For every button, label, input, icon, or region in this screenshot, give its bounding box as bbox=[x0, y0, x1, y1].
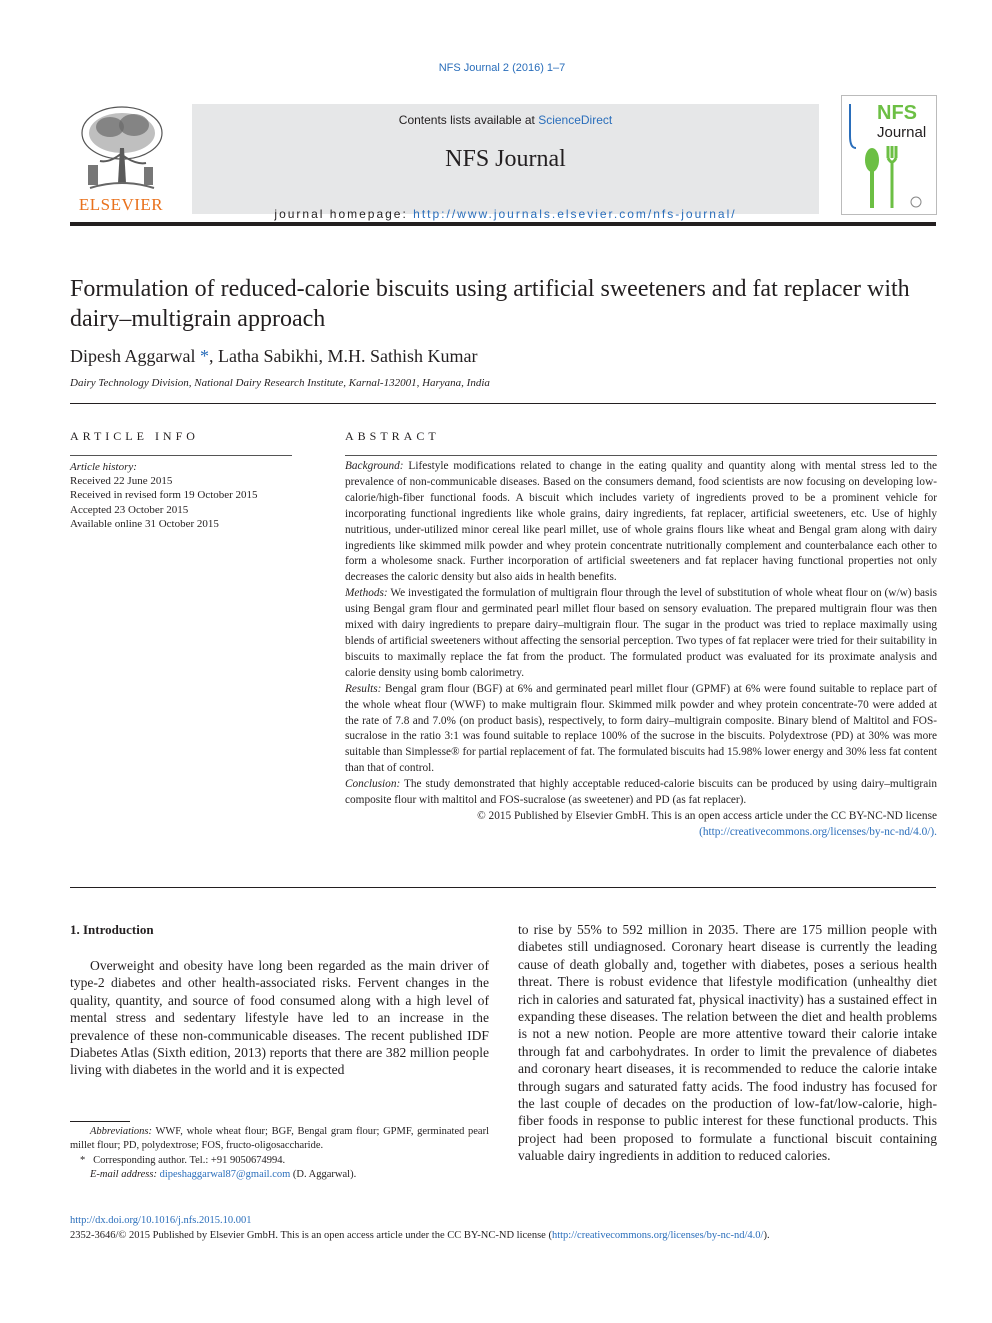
header-rule bbox=[70, 222, 936, 226]
history-label: Article history: bbox=[70, 461, 137, 473]
sciencedirect-link[interactable]: ScienceDirect bbox=[538, 113, 613, 127]
masthead bbox=[70, 95, 936, 221]
methods-text: We investigated the formulation of multigrain flour through the level of substitution of whole wheat flour on (w/w) basis using Bengal gram flour and germinated pearl millet flour based on sensory evaluation. The prepared multigrain flour was then mixed with dairy ingredients to prepare dairy–multigrain flour. The sugar in the product was tried to replace maximally using blends of artificial sweeteners without affecting the sensorial perception. Two types of fat replacer were tried for their suitability in biscuits to maximally replace the fat from the product. The formulated product was evaluated for its proximate analysis and calorie density using bomb calorimetry. bbox=[345, 587, 937, 679]
cover-title-journal: Journal bbox=[877, 124, 927, 141]
issn-line bbox=[70, 1228, 950, 1243]
abstract-results bbox=[345, 682, 937, 777]
issn-text: 2352-3646/© 2015 Published by Elsevier GmbH. This is an open access article under the CC BY-NC-ND license ( bbox=[70, 1230, 552, 1241]
article-history bbox=[70, 460, 300, 531]
abstract-background bbox=[345, 459, 937, 586]
footnotes bbox=[70, 1125, 489, 1182]
footer-license-link[interactable]: http://creativecommons.org/licenses/by-nc-nd/4.0/ bbox=[551, 1230, 764, 1241]
abstract-rule bbox=[345, 455, 937, 456]
elsevier-wordmark: ELSEVIER bbox=[78, 195, 164, 214]
abstract-body bbox=[345, 459, 937, 841]
intro-right-paragraph: to rise by 55% to 592 million in 2035. There are 175 million people with diabetes still undiagnosed. Coronary heart disease is currently the leading cause of death globally and, together with diabetes, poses a serious health threat. There is robust evidence that lifestyle modification (unhealthy diet rich in calories and saturated fat, physical inactivity) has a sustained effect in expanding these diseases. The relation between the diet and health problems is not a new notion. People are more attentive toward their calorie intake through fat and carbohydrates. In order to limit the prevalence of diabetes and coronary heart diseases, it is recommended to reduce the calorie intake through sugars and saturated fatty acids. The food industry has focused for the last couple of decades on the production of low-fat/low-calorie, high-fiber foods in response to public interest for these functional products. This project had been proposed to formulate a functional biscuit containing valuable dairy ingredients in addition to reduced calories. bbox=[518, 922, 937, 1164]
homepage-link[interactable]: http://www.journals.elsevier.com/nfs-journal/ bbox=[413, 207, 737, 221]
history-accepted: Accepted 23 October 2015 bbox=[70, 503, 189, 516]
abbrev-label: Abbreviations: bbox=[90, 1126, 153, 1137]
footnote-email bbox=[70, 1168, 489, 1182]
journal-citation[interactable]: NFS Journal 2 (2016) 1–7 bbox=[438, 62, 566, 74]
email-link[interactable]: dipeshaggarwal87@gmail.com bbox=[159, 1168, 291, 1180]
abstract-methods bbox=[345, 586, 937, 681]
intro-left-paragraph: Overweight and obesity have long been regarded as the main driver of type-2 diabetes and other health-associated risks. Fervent changes in the quality, quantity, and source of food consumed along with a high level of mental stress and sedentary lifestyle have led to an increase in the prevalence of these non-communicable diseases. The recent published IDF Diabetes Atlas (Sixth edition, 2013) reports that there are 382 million people living with diabetes in the world and it is expected bbox=[70, 958, 489, 1078]
abbrev-text: WWF, whole wheat flour; BGF, Bengal gram flour; GPMF, germinated pearl millet flour; PD, polydextrose; FOS, fructo-oligosaccharide. bbox=[70, 1126, 489, 1152]
abstract-bottom-rule bbox=[70, 887, 936, 888]
title-rule bbox=[70, 403, 936, 404]
methods-label: Methods: bbox=[345, 587, 388, 600]
footnote-rule bbox=[70, 1121, 130, 1122]
intro-right-column bbox=[518, 921, 937, 1165]
journal-name: NFS Journal bbox=[445, 146, 566, 172]
journal-homepage bbox=[192, 207, 819, 221]
authors-rest: , Latha Sabikhi, M.H. Sathish Kumar bbox=[208, 346, 478, 366]
footnote-abbreviations bbox=[70, 1125, 489, 1154]
license-link[interactable]: (http://creativecommons.org/licenses/by-nc-nd/4.0/). bbox=[699, 825, 937, 838]
history-received: Received 22 June 2015 bbox=[70, 475, 173, 488]
corr-mark: * bbox=[80, 1154, 86, 1166]
intro-left-column bbox=[70, 957, 489, 1079]
results-label: Results: bbox=[345, 682, 382, 695]
contents-line bbox=[192, 113, 819, 127]
license-text: © 2015 Published by Elsevier GmbH. This is an open access article under the CC BY-NC-ND license bbox=[477, 809, 937, 822]
email-suffix: (D. Aggarwal). bbox=[290, 1168, 357, 1180]
doi-link[interactable]: http://dx.doi.org/10.1016/j.nfs.2015.10.001 bbox=[70, 1215, 252, 1226]
footnote-corresponding bbox=[70, 1154, 489, 1168]
article-title: Formulation of reduced-calorie biscuits using artificial sweeteners and fat replacer with dairy–multigrain approach bbox=[70, 276, 910, 332]
abstract-conclusion bbox=[345, 777, 937, 809]
page-footer bbox=[70, 1213, 950, 1243]
intro-heading: 1. Introduction bbox=[70, 922, 154, 937]
email-label: E-mail address: bbox=[90, 1168, 157, 1180]
issn-end: ). bbox=[763, 1230, 770, 1241]
background-text: Lifestyle modifications related to change in the eating quality and quantity along with mental stress led to the prevalence of non-communicable diseases. Based on the consumers demand, food scientists are now focusing on developing low-calorie/high-fiber functional foods. A biscuit which includes variety of ingredients proved to be a prominent vehicle for incorporating functional ingredients like whole grains, dairy ingredients, fat replacer, artificial sweeteners, etc. Use of highly nutritious, under-utilized minor cereal like pearl millet, use of whole grains flours like wheat and Bengal gram along with dairy ingredients like skimmed milk powder and whey protein concentrate nutritionally complement and counterbalance each other to form a wholesome snack. Further incorporation of artificial sweeteners and fat replacer having functional properties not only decreases the caloric density but also aids in health benefits. bbox=[345, 460, 937, 584]
history-revised: Received in revised form 19 October 2015 bbox=[70, 489, 258, 502]
corresponding-author-mark[interactable]: * bbox=[195, 346, 209, 366]
history-online: Available online 31 October 2015 bbox=[70, 517, 219, 530]
cover-title-nfs: NFS bbox=[877, 102, 917, 124]
affiliation: Dairy Technology Division, National Dairy Research Institute, Karnal-132001, Haryana, India bbox=[70, 377, 490, 389]
corr-text: Corresponding author. Tel.: +91 9050674994. bbox=[93, 1154, 286, 1166]
background-label: Background: bbox=[345, 460, 404, 472]
abstract-heading: ABSTRACT bbox=[345, 429, 440, 443]
conclusion-label: Conclusion: bbox=[345, 778, 401, 791]
abstract-license bbox=[345, 809, 937, 841]
conclusion-text: The study demonstrated that highly acceptable reduced-calorie biscuits can be produced by using dairy–multigrain composite flour with maltitol and FOS-sucralose (as sweetener) and PD (as fat replacer). bbox=[345, 778, 937, 807]
contents-prefix: Contents lists available at bbox=[398, 113, 539, 127]
homepage-prefix: journal homepage: bbox=[274, 207, 414, 221]
journal-banner bbox=[192, 104, 819, 221]
journal-cover bbox=[841, 95, 937, 215]
article-info-rule bbox=[70, 455, 292, 456]
article-info-heading: ARTICLE INFO bbox=[70, 429, 199, 443]
results-text: Bengal gram flour (BGF) at 6% and germinated pearl millet flour (GPMF) at 6% were found suitable to replace part of the whole wheat flour (WWF) to make multigrain flour. Skimmed milk powder and whey protein concentrate-70 were added at the rate of 7.8 and 7.0% (on product basis), respectively, to form dairy–multigrain composite. Binary blend of Maltitol and FOS-sucralose in the ratio 3:1 was found suitable to replace 100% of the sucrose in the biscuits. Polydextrose (PD) at 30% was more suitable than Simplesse® for partial replacement of fat. The formulated biscuits had 15.98% lower energy and 30% less fat content than that of control. bbox=[345, 682, 937, 775]
author-list bbox=[70, 346, 477, 367]
author-1[interactable]: Dipesh Aggarwal bbox=[70, 346, 196, 366]
